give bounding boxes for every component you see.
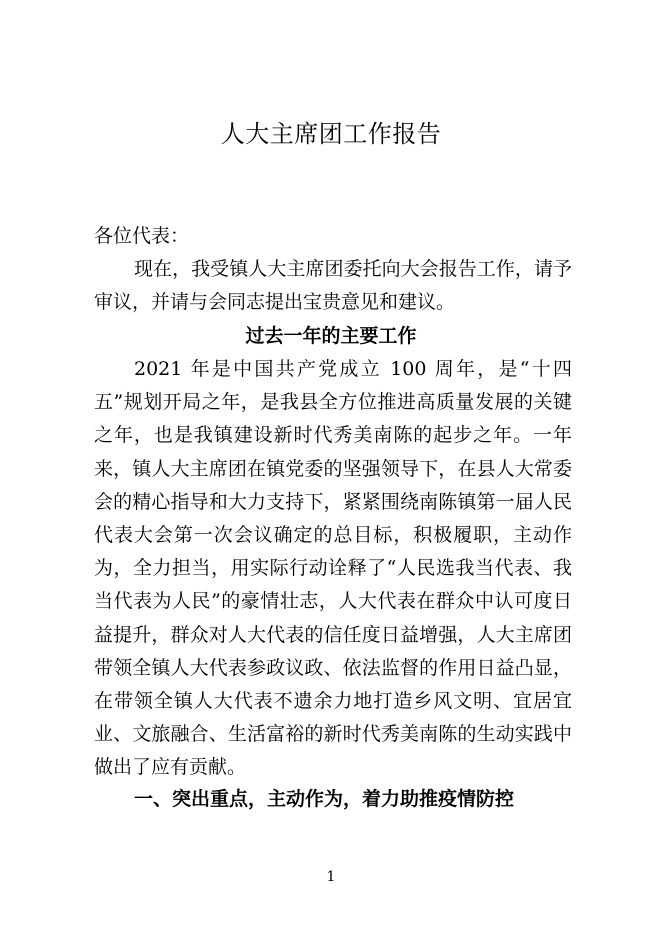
salutation: 各位代表： — [94, 225, 190, 247]
section-heading: 过去一年的主要工作 — [245, 325, 417, 347]
main-paragraph: 2021 年是中国共产党成立 100 周年，是“十四五”规划开局之年，是我县全方位推进高质量发展的关键之年，也是我镇建设新时代秀美南陈的起步之年。一年来，镇人大主席团在镇党委的坚强领导下，在县人大常委会的精心指导和大力支持下，紧紧围绕南陈镇第一届人民代表大会第一次会议确定的总目标，积极履职，主动作为，全力担当，用实际行动诠释了“人民选我当代表、我当代表为人民”的豪情壮志，人大代表在群众中认可度日益提升，群众对人大代表的信任度日益增强，人大主席团带领全镇人大代表参政议政、依法监督的作用日益凸显，在带领全镇人大代表不遗余力地打造乡风文明、宜居宜业、文旅融合、生活富裕的新时代秀美南陈的生动实践中做出了应有贡献。 — [94, 358, 572, 779]
intro-paragraph: 现在，我受镇人大主席团委托向大会报告工作，请予审议，并请与会同志提出宝贵意见和建议。 — [94, 258, 572, 314]
document-title: 人大主席团工作报告 — [220, 120, 442, 148]
page-number: 1 — [326, 869, 336, 885]
subsection-heading: 一、突出重点，主动作为，着力助推疫情防控 — [134, 788, 515, 810]
